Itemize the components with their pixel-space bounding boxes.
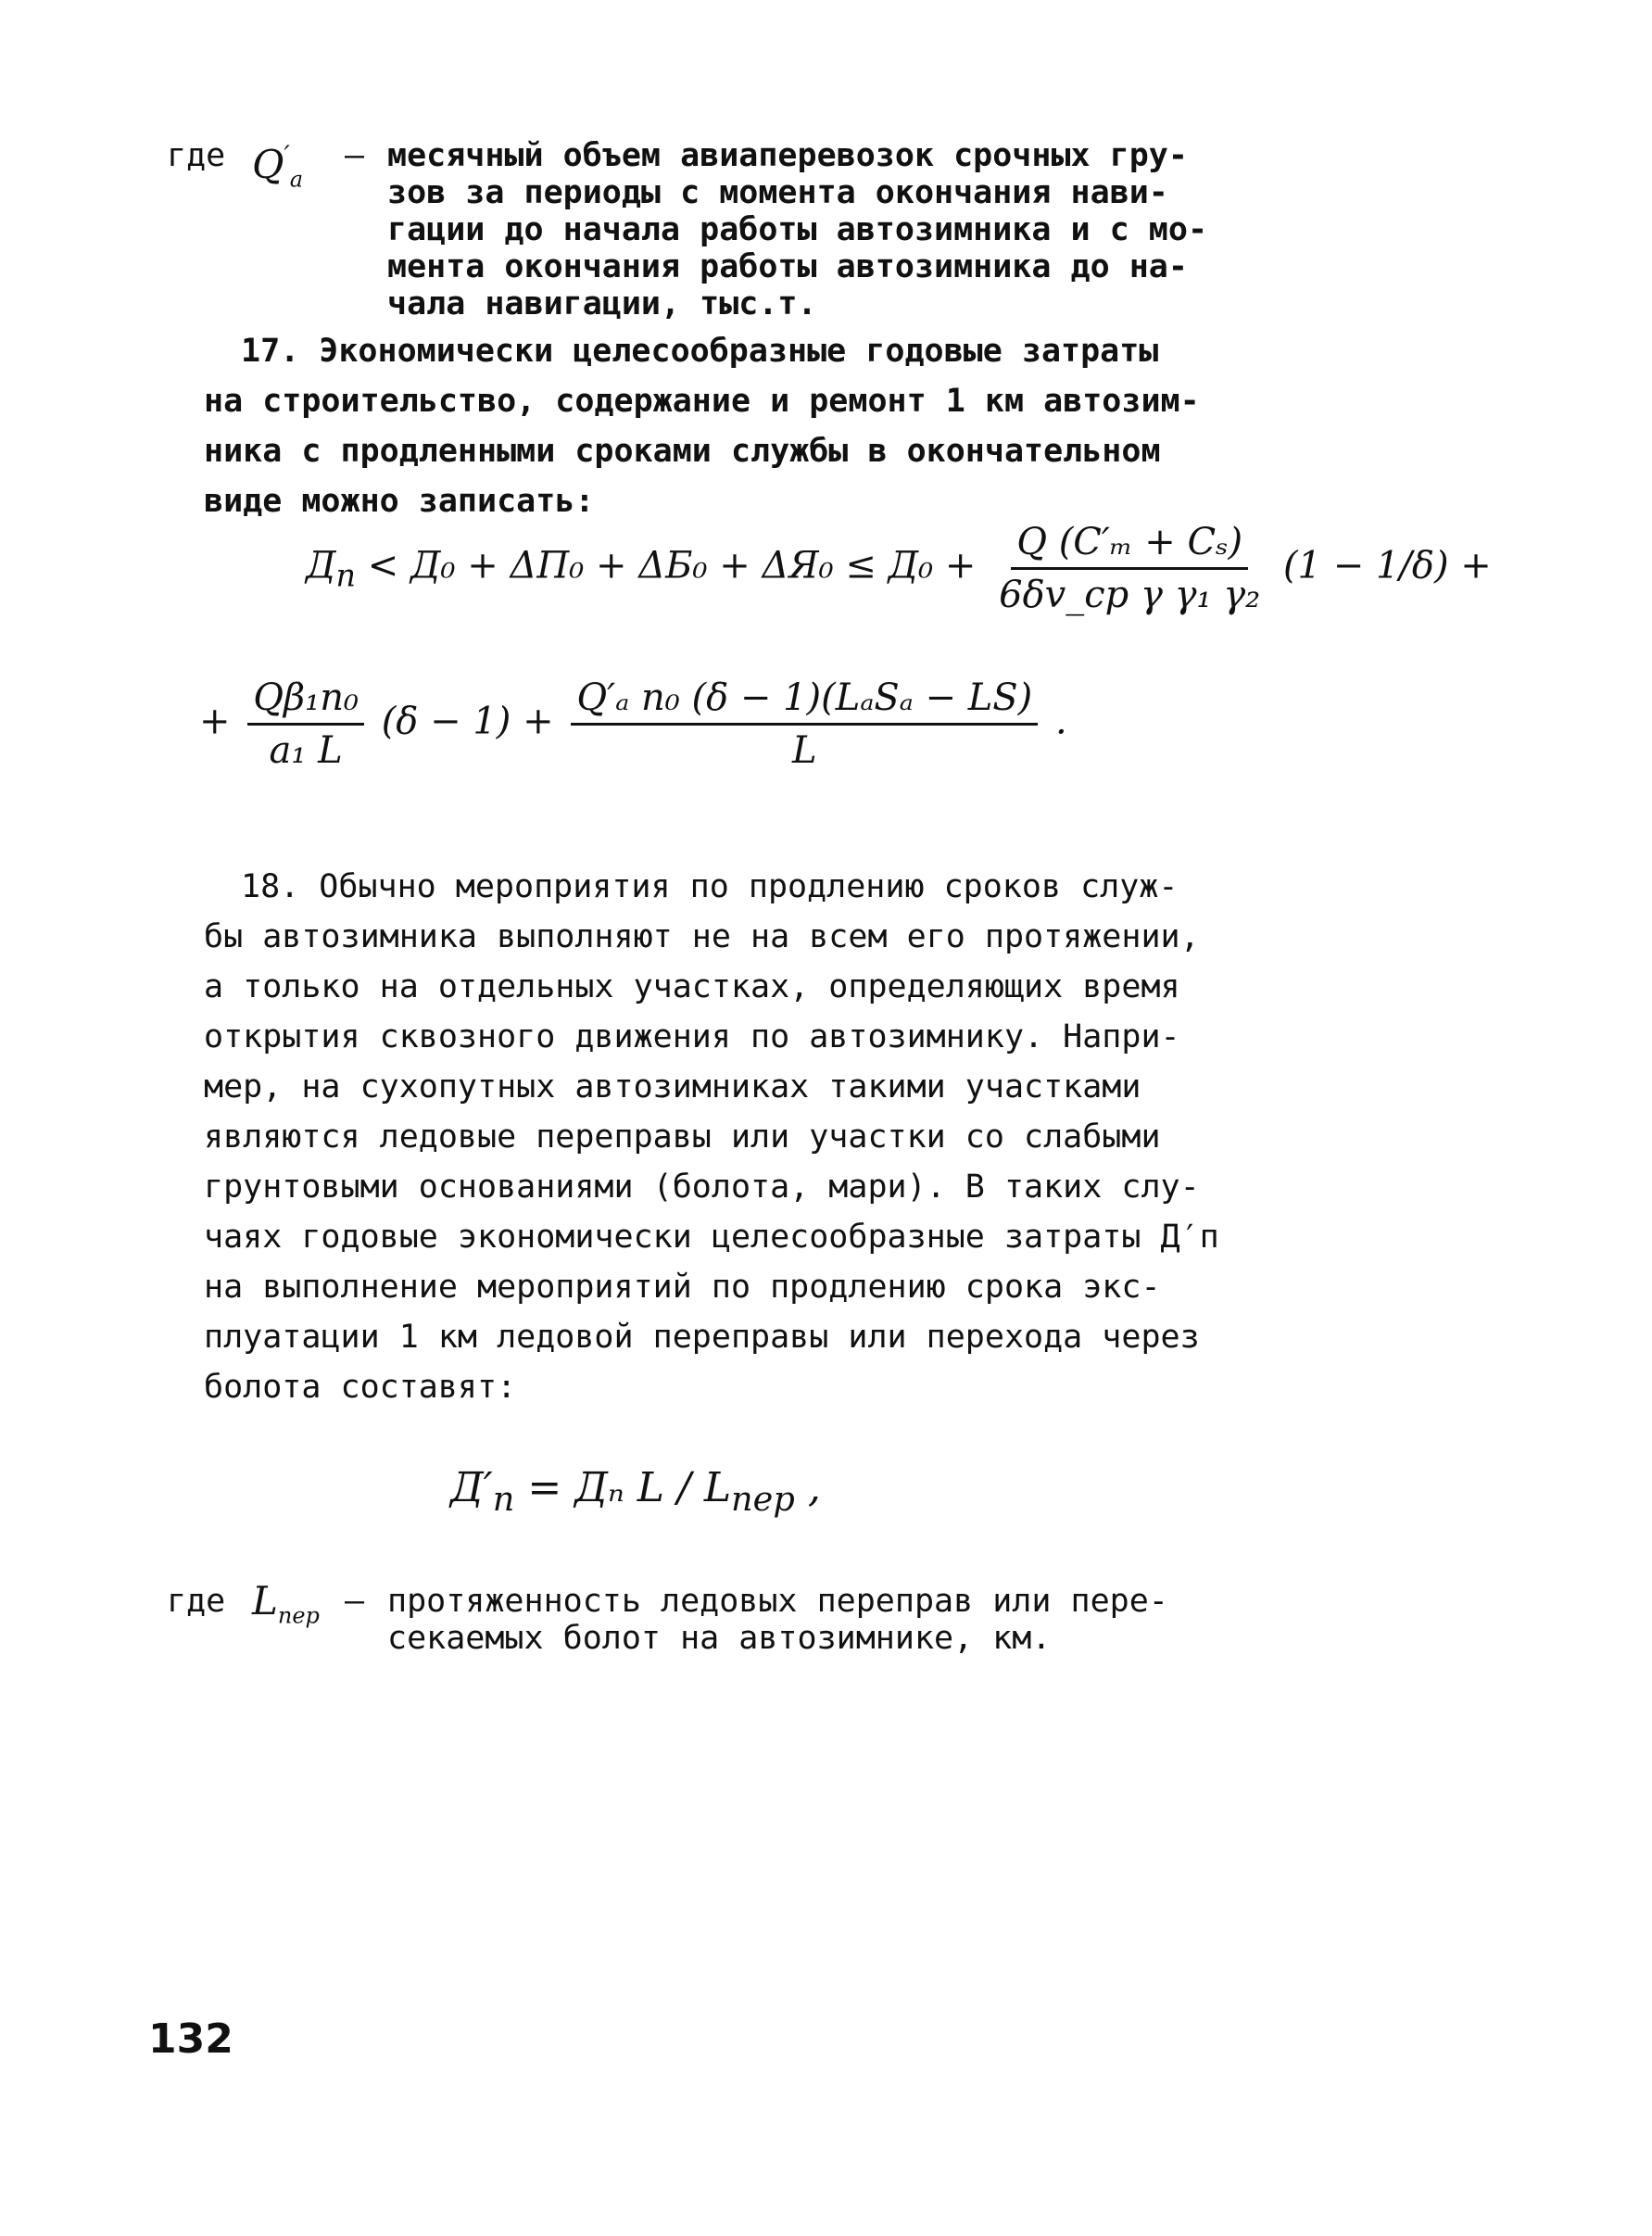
paragraph-line: чаях годовые экономически целесообразные затраты Д′п <box>204 1219 1219 1256</box>
definition-symbol: $Q'_а$ <box>252 140 304 193</box>
formula-rhs-sub: пер <box>731 1478 795 1519</box>
paragraph-line: открытия сквозного движения по автозимнику. Напри- <box>204 1018 1180 1055</box>
paragraph-line: бы автозимника выполняют не на всем его протяжении, <box>204 918 1200 955</box>
formula-tail: . <box>1055 700 1067 743</box>
formula-fraction <box>247 676 364 772</box>
paragraph-line: 17. Экономически целесообразные годовые затраты <box>241 333 1159 370</box>
paragraph-line: являются ледовые переправы или участки со слабыми <box>204 1118 1161 1156</box>
formula-rhs: = Дₙ L / L <box>514 1464 732 1511</box>
definition-line: чала навигации, тыс.т. <box>387 285 817 322</box>
formula-tail: , <box>794 1464 821 1511</box>
formula-cost-inequality <box>306 521 1492 616</box>
formula-lhs-sub: п <box>492 1478 515 1519</box>
paragraph-line: болота составят: <box>204 1369 517 1406</box>
definition-line: мента окончания работы автозимника до на- <box>387 248 1188 285</box>
paragraph-line: на выполнение мероприятий по продлению срока экс- <box>204 1269 1161 1306</box>
definition-text <box>387 137 1652 322</box>
page-number: 132 <box>148 2015 233 2063</box>
fraction-denominator: 6δv_ср γ γ₁ γ₂ <box>999 574 1261 616</box>
paragraph-18 <box>204 862 1464 1412</box>
paragraph-line: а только на отдельных участках, определяющих время <box>204 968 1180 1005</box>
definition-dash: – <box>345 137 365 174</box>
fraction-denominator: L <box>792 729 817 772</box>
paragraph-line: 18. Обычно мероприятия по продлению сроков служ- <box>241 868 1179 905</box>
paragraph-line: на строительство, содержание и ремонт 1 км автозим- <box>204 383 1200 420</box>
definition-symbol: $L_{пер}$ <box>252 1578 320 1629</box>
paragraph-line: плуатации 1 км ледовой переправы или перехода через <box>204 1319 1200 1356</box>
formula-fraction <box>571 676 1038 772</box>
paragraph-17 <box>204 326 1464 526</box>
definition-line: гации до начала работы автозимника и с мо- <box>387 211 1208 248</box>
paragraph-line: ника с продленными сроками службы в окончательном <box>204 433 1161 470</box>
formula-lead: + <box>199 700 243 743</box>
paragraph-line: мер, на сухопутных автозимниках такими участками <box>204 1068 1141 1105</box>
definition-text <box>387 1583 1652 1657</box>
definition-line: зов за периоды с момента окончания нави- <box>387 174 1168 211</box>
definition-q-prime <box>167 137 1652 322</box>
fraction-denominator: a₁ L <box>269 729 343 772</box>
formula-middle: (δ − 1) + <box>381 700 566 743</box>
definition-l-per <box>167 1578 1652 1657</box>
fraction-numerator: Qβ₁n₀ <box>247 676 364 726</box>
formula-lhs-sub: п <box>335 557 356 594</box>
formula-lhs: Д <box>306 544 336 587</box>
definition-keyword: где <box>167 137 226 174</box>
formula-crossing-cost <box>450 1464 821 1519</box>
fraction-numerator: Q′ₐ n₀ (δ − 1)(LₐSₐ − LS) <box>571 676 1038 726</box>
definition-line: месячный объем авиаперевозок срочных гру- <box>387 137 1188 174</box>
paragraph-line: грунтовыми основаниями (болота, мари). В таких слу- <box>204 1169 1200 1206</box>
fraction-numerator: Q (C′ₘ + Cₛ) <box>1011 521 1248 570</box>
definition-keyword: где <box>167 1583 226 1620</box>
definition-line: секаемых болот на автозимнике, км. <box>387 1620 1052 1657</box>
definition-dash: – <box>345 1583 365 1620</box>
paragraph-line: виде можно записать: <box>204 483 595 520</box>
formula-fraction <box>993 521 1266 616</box>
definition-line: протяженность ледовых переправ или пере- <box>387 1583 1168 1620</box>
formula-middle: < Д₀ + ΔП₀ + ΔБ₀ + ΔЯ₀ ≤ Д₀ + <box>356 544 989 587</box>
formula-lhs: Д′ <box>450 1464 493 1511</box>
formula-cost-continuation <box>199 676 1067 772</box>
formula-tail: (1 − 1/δ) + <box>1282 544 1492 587</box>
